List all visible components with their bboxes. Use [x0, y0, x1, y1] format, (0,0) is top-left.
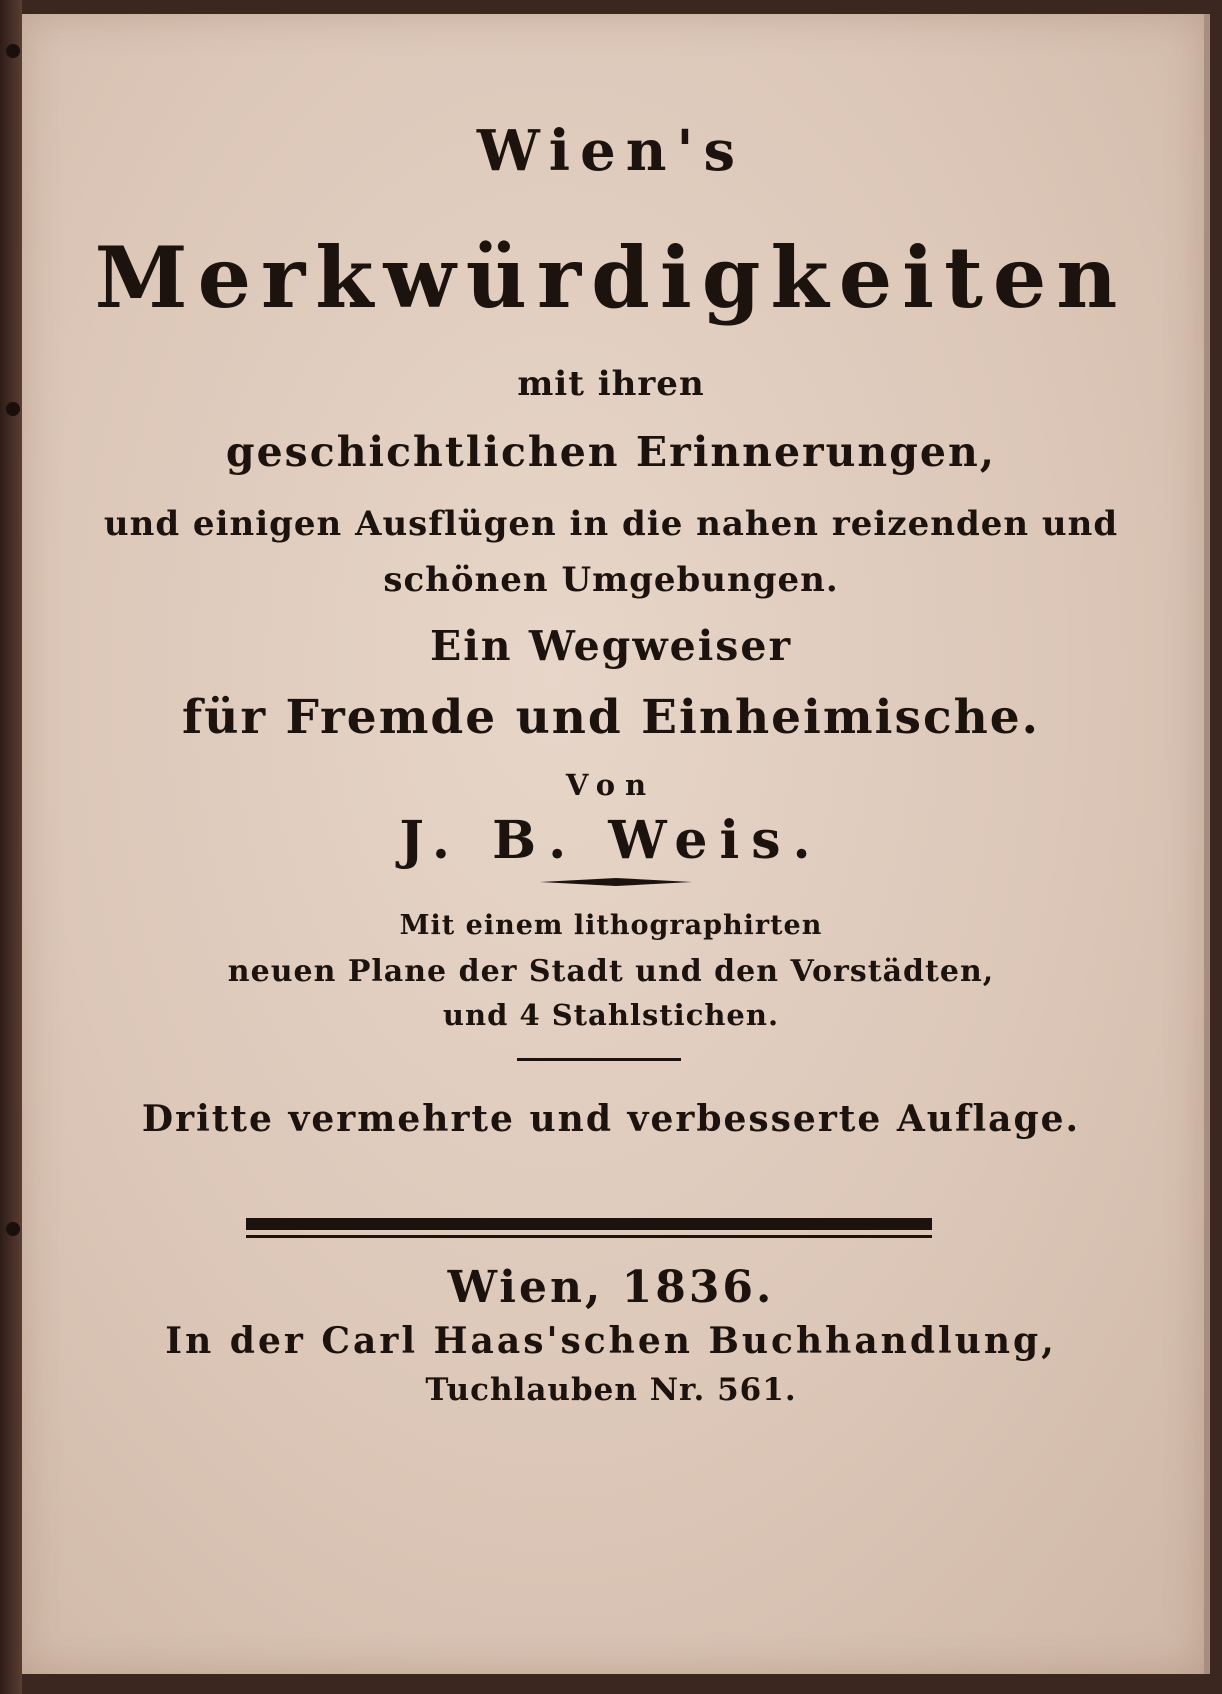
subtitle-line-5: Ein Wegweiser: [429, 622, 793, 670]
author-name: J. B. Weis.: [399, 810, 823, 871]
imprint-place-year: Wien, 1836.: [447, 1262, 775, 1313]
subtitle-line-3: und einigen Ausflügen in die nahen reizenden und: [103, 504, 1119, 544]
imprint-address: Tuchlauben Nr. 561.: [425, 1372, 797, 1408]
title-line-1: Wien's: [476, 118, 746, 184]
by-label: Von: [565, 768, 657, 802]
note-line-2: neuen Plane der Stadt und den Vorstädten,: [227, 954, 995, 989]
subtitle-line-6: für Fremde und Einheimische.: [181, 690, 1041, 745]
ornament-rule: [540, 877, 692, 887]
note-line-1: Mit einem lithographirten: [399, 910, 823, 941]
binding-stitch: [6, 402, 20, 416]
subtitle-line-1: mit ihren: [517, 364, 705, 404]
divider-rule: [517, 1058, 681, 1061]
double-rule-thick: [246, 1218, 932, 1230]
subtitle-line-4: schönen Umgebungen.: [383, 560, 839, 600]
binding-stitch: [6, 1222, 20, 1236]
edition-statement: Dritte vermehrte und verbesserte Auflage.: [141, 1098, 1081, 1140]
double-rule-thin: [246, 1235, 932, 1238]
note-line-3: und 4 Stahlstichen.: [442, 998, 780, 1032]
imprint-publisher: In der Carl Haas'schen Buchhandlung,: [165, 1320, 1057, 1362]
title-line-2: Merkwürdigkeiten: [94, 228, 1128, 327]
binding-stitch: [6, 44, 20, 58]
subtitle-line-2: geschichtlichen Erinnerungen,: [225, 428, 997, 476]
